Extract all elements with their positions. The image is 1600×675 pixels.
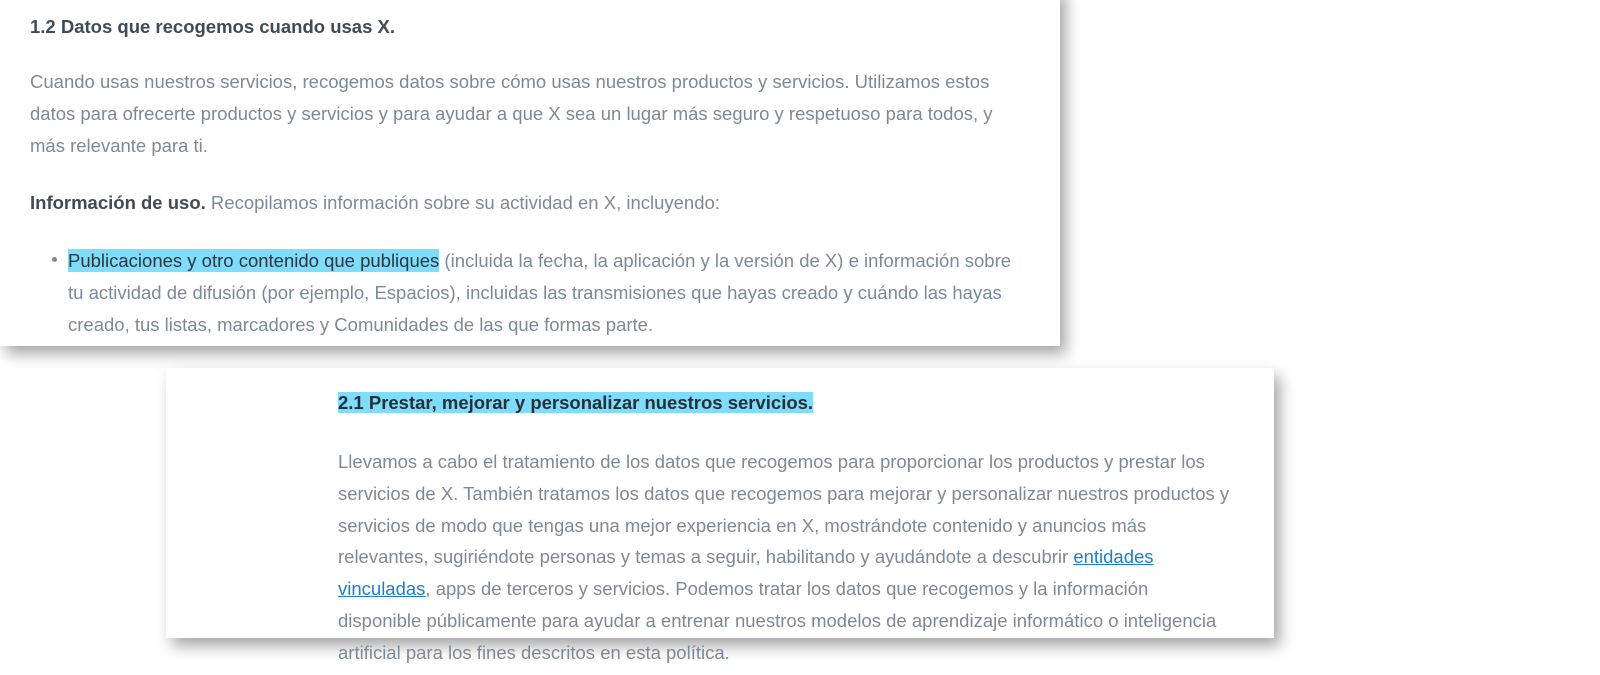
- section-2-1-paragraph-part1: Llevamos a cabo el tratamiento de los datos que recogemos para proporcionar los productos y prestar los servicios de X. También tratamos los datos que recogemos para mejorar y personalizar nuestros productos y servicios de modo que tengas una mejor experiencia en X, mostrándote contenido y anuncios más relevantes, sugiriéndote personas y temas a seguir, habilitando y ayudándote a descubrir: [338, 450, 1230, 568]
- usage-info-bullet-list: [30, 245, 1016, 340]
- section-2-1-paragraph-part2: , apps de terceros y servicios. Podemos tratar los datos que recogemos y la información disponible públicamente para ayudar a entrenar nuestros modelos de aprendizaje informático o inteligencia artificial para los fines descritos en esta política.: [338, 578, 1217, 663]
- highlighted-phrase-publicaciones: Publicaciones y otro contenido que publiques: [68, 250, 440, 272]
- usage-info-label: Información de uso.: [30, 192, 206, 214]
- usage-info-paragraph: [30, 187, 1016, 219]
- section-heading-1-2: 1.2 Datos que recogemos cuando usas X.: [30, 16, 395, 37]
- bullet-remaining-text: (incluida la fecha, la aplicación y la versión de X) e información sobre tu actividad de difusión (por ejemplo, Espacios), incluidas las transmisiones que hayas creado y cuándo las hayas creado, tus listas, marcadores y Comunidades de las que formas parte.: [68, 250, 1012, 335]
- bullet-dot-icon: [52, 257, 57, 262]
- section-2-1-content: [174, 390, 1234, 669]
- list-item: [52, 245, 1016, 340]
- policy-card-section-1-2: [0, 0, 1060, 346]
- section-1-2-intro-paragraph: Cuando usas nuestros servicios, recogemos datos sobre cómo usas nuestros productos y servicios. Utilizamos estos datos para ofrecerte productos y servicios y para ayudar a que X sea un lugar más seguro y respetuoso para todos, y más relevante para ti.: [30, 70, 993, 156]
- policy-card-section-2-1: [166, 368, 1274, 663]
- usage-info-text: Recopilamos información sobre su actividad en X, incluyendo:: [205, 192, 720, 214]
- section-heading-2-1-wrapper: [338, 390, 813, 416]
- section-2-1-paragraph: [338, 446, 1234, 669]
- entidades-vinculadas-link[interactable]: entidades vinculadas: [338, 546, 1154, 600]
- section-heading-2-1: 2.1 Prestar, mejorar y personalizar nuestros servicios.: [338, 392, 814, 413]
